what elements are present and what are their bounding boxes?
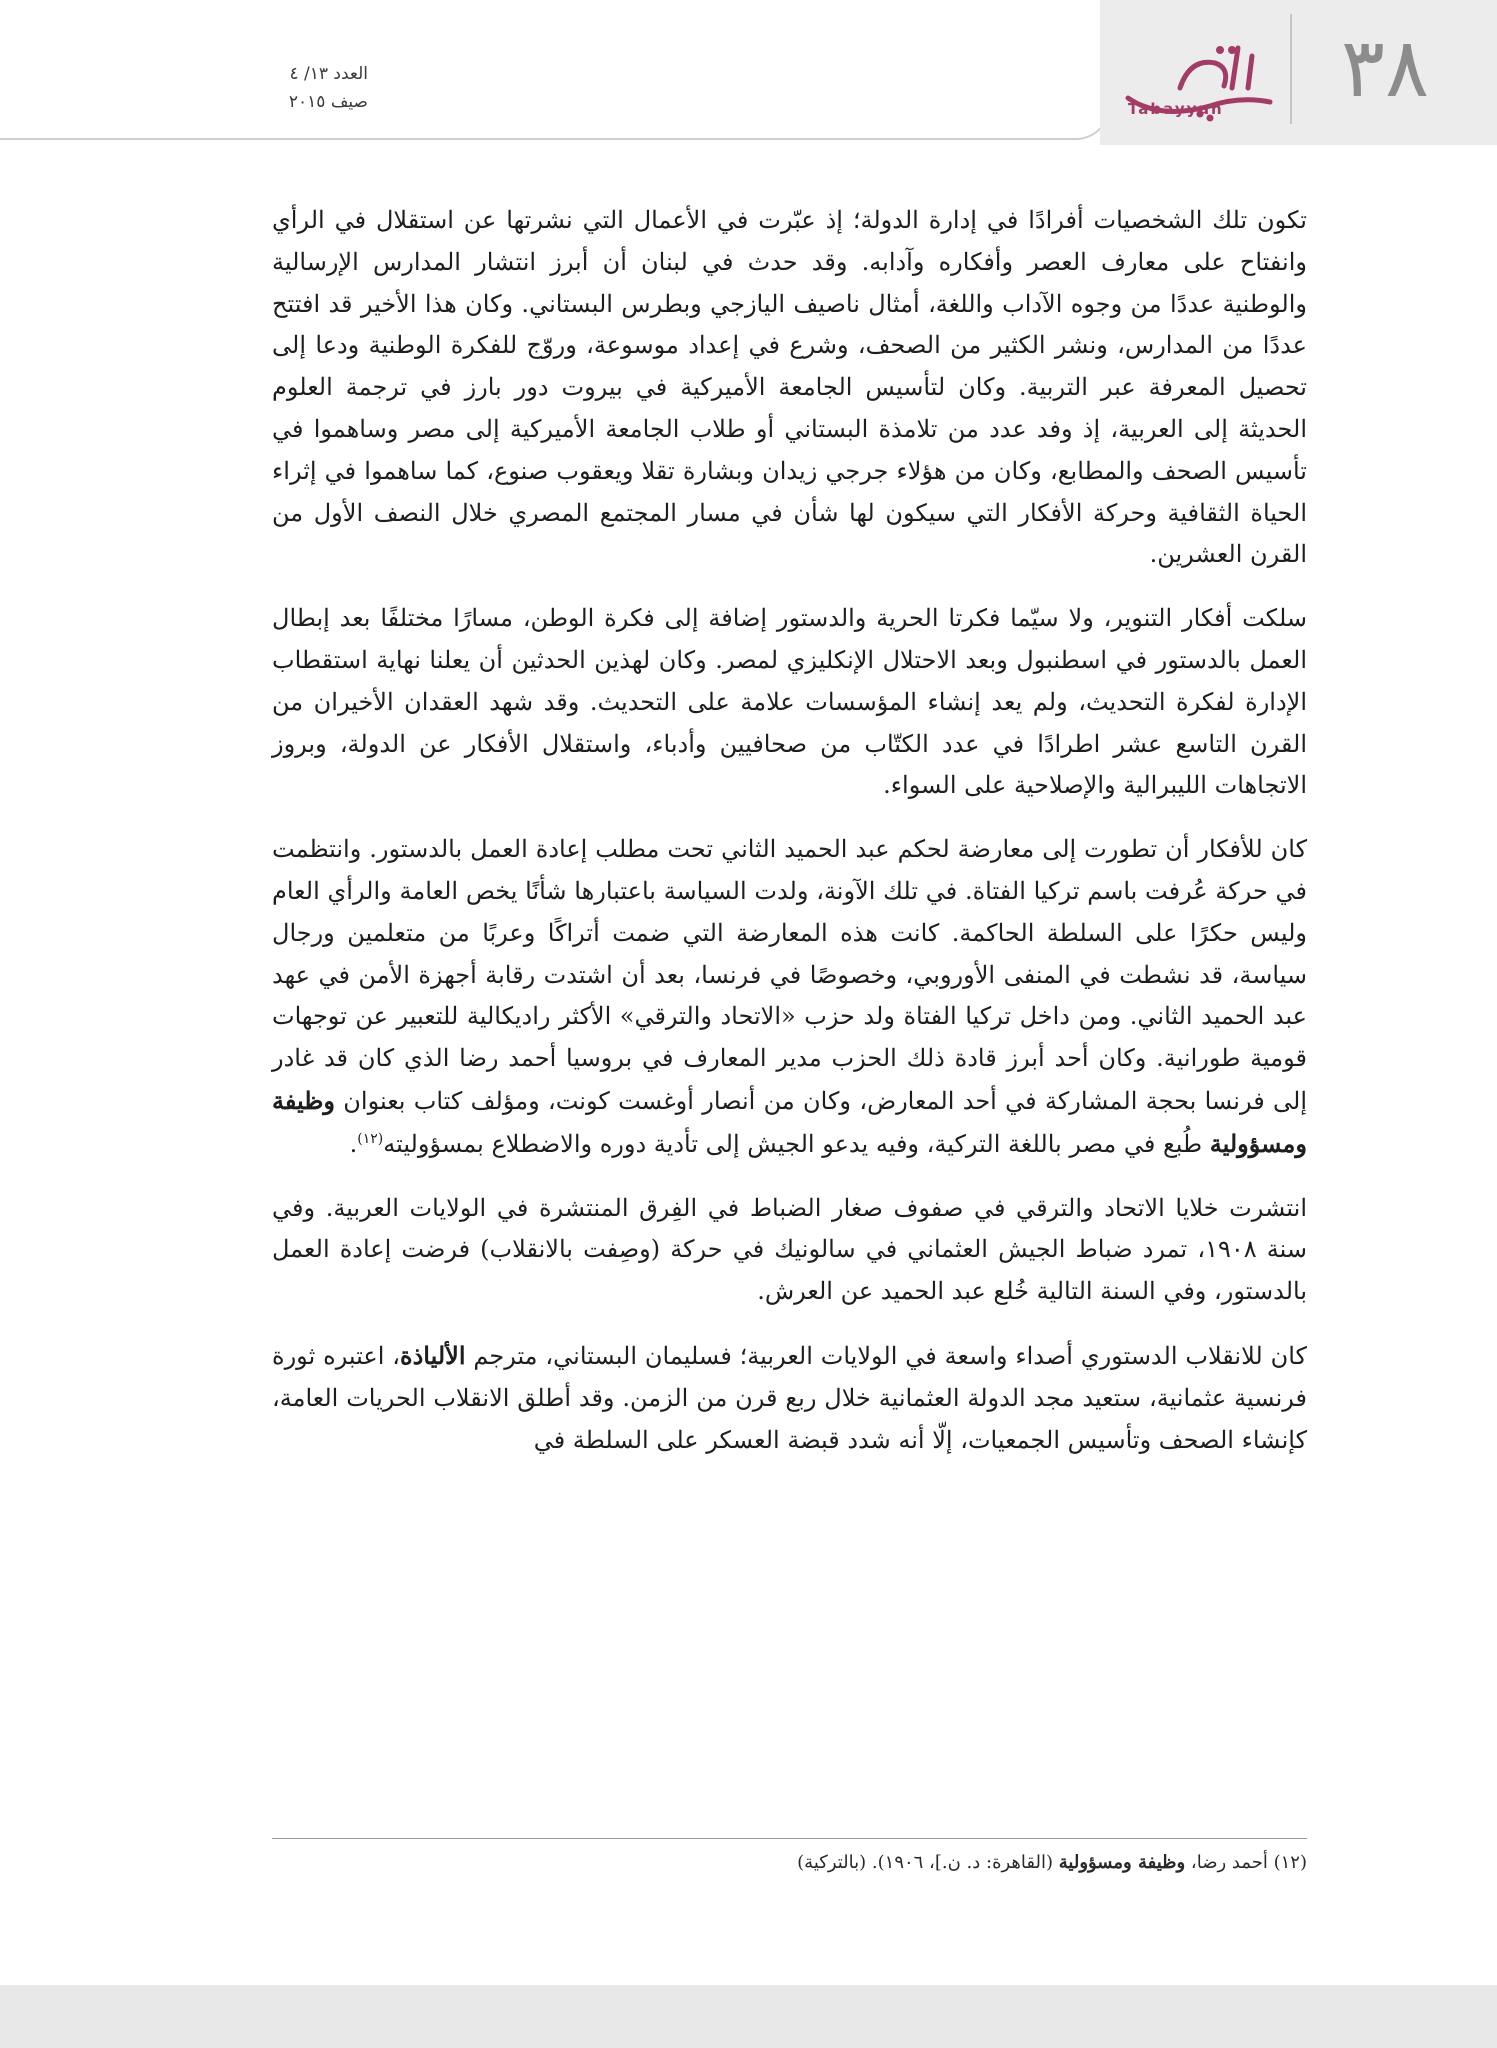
footnote-author: أحمد رضا، — [1185, 1852, 1274, 1873]
paragraph-1: تكون تلك الشخصيات أفرادًا في إدارة الدولة؛ إذ عبّرت في الأعمال التي نشرتها عن استقلال في الرأي وانفتاح على معارف العصر وأفكاره وآدابه. وقد حدث في لبنان أن أبرز انتشار المدارس الإرسالية والوطنية عددًا من وجوه الآداب واللغة، أمثال ناصيف اليازجي وبطرس البستاني. وكان هذا الأخير قد افتتح عددًا من المدارس، ونشر الكثير من الصحف، وشرع في إعداد موسوعة، وروّج للفكرة الوطنية ودعا إلى تحصيل المعرفة عبر التربية. وكان لتأسيس الجامعة الأميركية في بيروت دور بارز في ترجمة العلوم الحديثة إلى العربية، إذ وفد عدد من تلامذة البستاني أو طلاب الجامعة الأميركية إلى مصر وساهموا في تأسيس الصحف والمطابع، وكان من هؤلاء جرجي زيدان وبشارة تقلا ويعقوب صنوع، كما ساهموا في إثراء الحياة الثقافية وحركة الأفكار التي سيكون لها شأن في مسار المجتمع المصري خلال النصف الأول من القرن العشرين. — [272, 206, 1307, 569]
paragraph-2: سلكت أفكار التنوير، ولا سيّما فكرتا الحرية والدستور إضافة إلى فكرة الوطن، مسارًا مختلفًا بعد إبطال العمل بالدستور في اسطنبول وبعد الاحتلال الإنكليزي لمصر. وكان لهذين الحدثين أن يعلنا نهاية استقطاب الإدارة لفكرة التحديث، ولم يعد إنشاء المؤسسات علامة على التحديث. وقد شهد العقدان الأخيران من القرن التاسع عشر اطرادًا في عدد الكتّاب من صحافيين وأدباء، واستقلال الأفكار عن الدولة، وبروز الاتجاهات الليبرالية والإصلاحية على السواء. — [272, 604, 1307, 800]
footnote-reference[interactable]: (١٢) — [357, 1130, 384, 1147]
footnote-details: (القاهرة: د. ن.]، ١٩٠٦). (بالتركية) — [797, 1852, 1059, 1873]
footnote-title: وظيفة ومسؤولية — [1058, 1852, 1186, 1873]
issue-number: العدد ١٣/ ٤ — [289, 64, 368, 84]
paragraph-5-text-a: كان للانقلاب الدستوري أصداء واسعة في الولايات العربية؛ فسليمان البستاني، مترجم — [465, 1341, 1307, 1370]
article-body — [272, 200, 1307, 1483]
paragraph-5 — [272, 1335, 1307, 1461]
footnote-divider — [272, 1838, 1307, 1839]
paragraph-3-text-b: طُبع في مصر باللغة التركية، وفيه يدعو الجيش إلى تأدية دوره والاضطلاع بمسؤوليته — [383, 1129, 1210, 1158]
paragraph-3-text-a: كان للأفكار أن تطورت إلى معارضة لحكم عبد الحميد الثاني تحت مطلب إعادة العمل بالدستور. وانتظمت في حركة عُرفت باسم تركيا الفتاة. في تلك الآونة، ولدت السياسة باعتبارها شأنًا يخص العامة والرأي العام وليس حكرًا على السلطة الحاكمة. كانت هذه المعارضة التي ضمت أتراكًا وعربًا من متعلمين ورجال سياسة، قد نشطت في المنفى الأوروبي، وخصوصًا في فرنسا، بعد أن اشتدت رقابة أجهزة الأمن في عهد عبد الحميد الثاني. ومن داخل تركيا الفتاة ولد حزب «الاتحاد والترقي» الأكثر راديكالية للتعبير عن توجهات قومية طورانية. وكان أحد أبرز قادة ذلك الحزب مدير المعارف في بروسيا أحمد رضا الذي كان قد غادر إلى فرنسا بحجة المشاركة في أحد المعارض، وكان من أنصار أوغست كونت، ومؤلف كتاب بعنوان — [272, 835, 1307, 1115]
header-rule — [0, 0, 1110, 140]
paragraph-5-text-b: ، اعتبره ثورة فرنسية عثمانية، ستعيد مجد الدولة العثمانية خلال ربع قرن من الزمن. وقد أطلق الانقلاب الحريات العامة، كإنشاء الصحف وتأسيس الجمعيات، إلّا أنه شدد قبضة العسكر على السلطة في — [272, 1341, 1307, 1454]
footnote-number: (١٢) — [1273, 1852, 1307, 1873]
paragraph-3-end: . — [349, 1129, 358, 1158]
book-title-bold: وظيفة ومسؤولية — [272, 1085, 1307, 1158]
tab-divider — [1290, 14, 1292, 124]
logo-latin-text: Tabayyun — [1128, 100, 1224, 118]
page-header — [0, 0, 1497, 145]
page-number: ٣٨ — [1340, 21, 1430, 116]
footer-band — [0, 1985, 1497, 2048]
iliad-title-bold: الألياذة — [400, 1340, 466, 1370]
paragraph-4: انتشرت خلايا الاتحاد والترقي في صفوف صغار الضباط في الفِرق المنتشرة في الولايات العربية. وفي سنة ١٩٠٨، تمرد ضباط الجيش العثماني في سالونيك في حركة (وصِفت بالانقلاب) فرضت إعادة العمل بالدستور، وفي السنة التالية خُلع عبد الحميد عن العرش. — [272, 1193, 1307, 1306]
issue-season: صيف ٢٠١٥ — [288, 92, 368, 112]
issue-info — [268, 60, 368, 116]
paragraph-3 — [272, 829, 1307, 1165]
footnote — [272, 1848, 1307, 1878]
